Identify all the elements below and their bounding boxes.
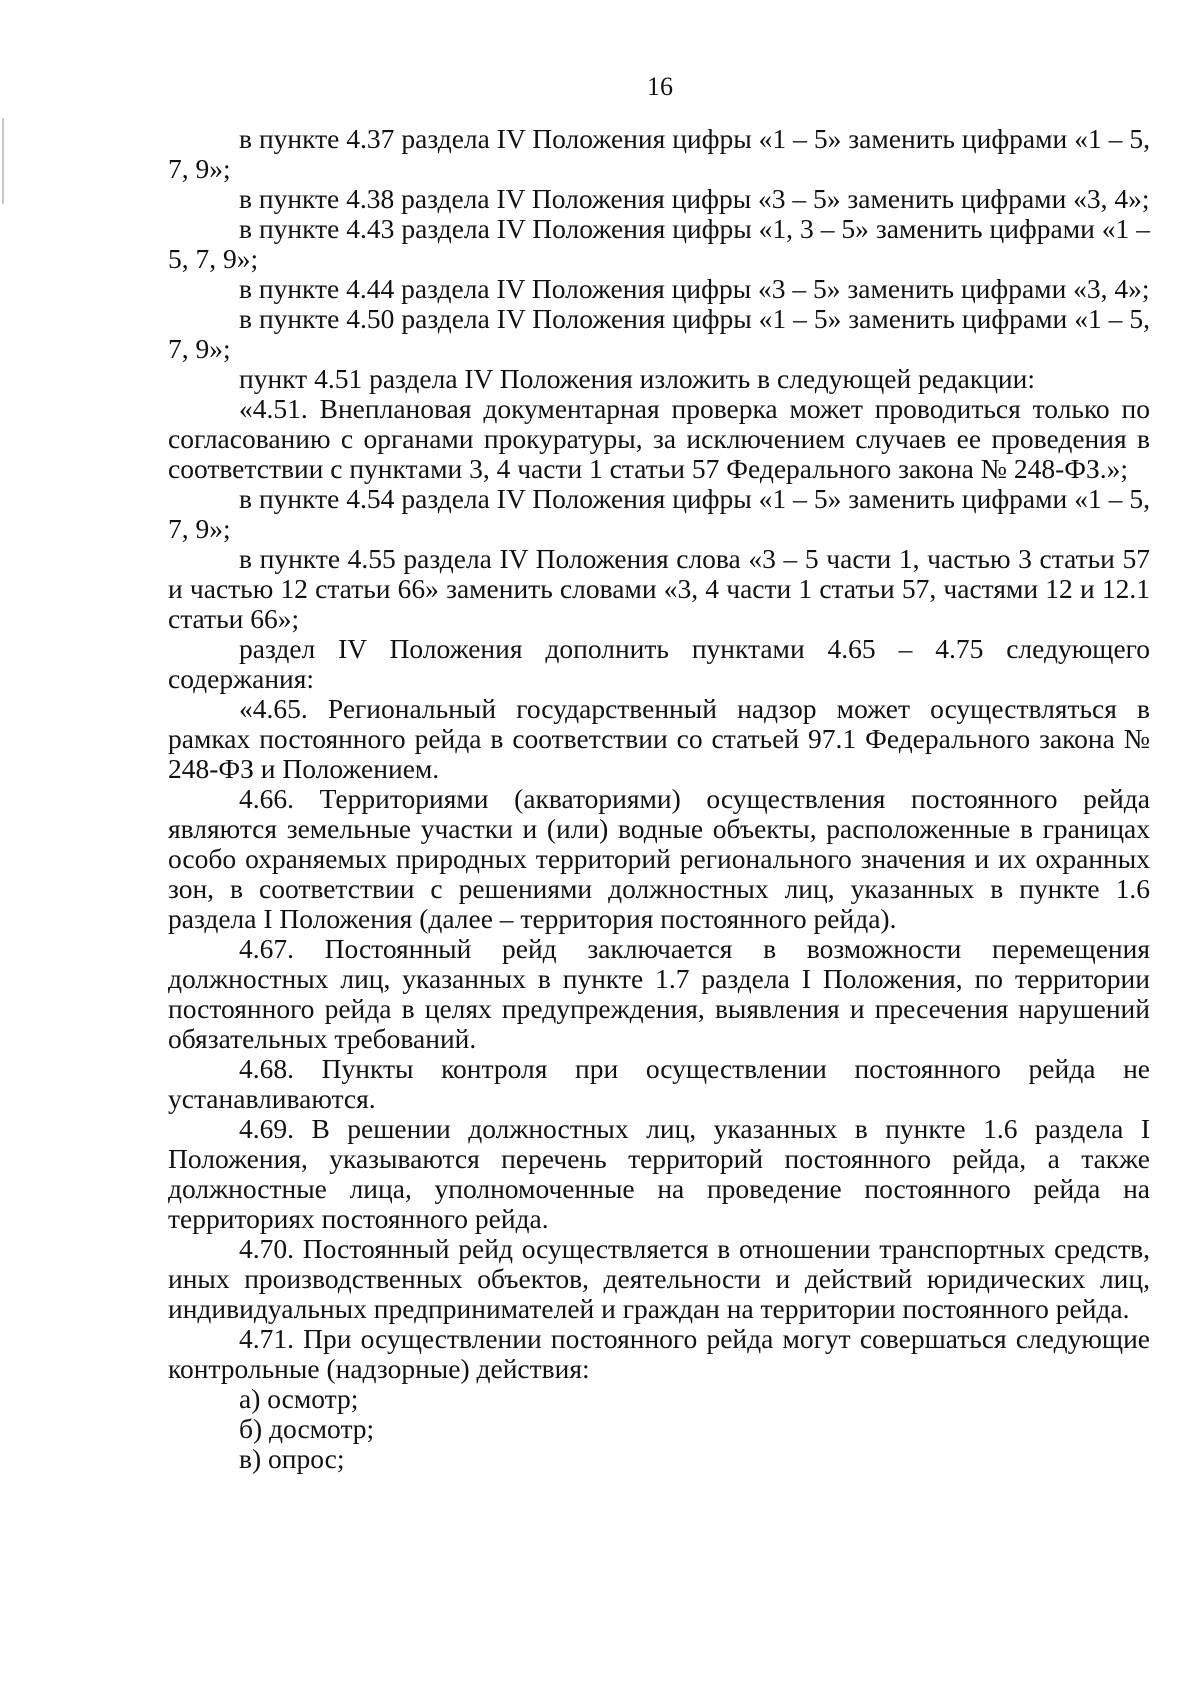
- paragraph-4-70: 4.70. Постоянный рейд осуществляется в отношении транспортных средств, иных производственных объектов, деятельности и действий юридических лиц, индивидуальных предпринимателей и граждан на территории постоянного рейда.: [168, 1233, 1150, 1324]
- list-item-b-search: б) досмотр;: [239, 1413, 375, 1444]
- scan-edge-mark: [2, 118, 4, 204]
- list-item-v-interview: в) опрос;: [239, 1443, 345, 1474]
- paragraph-4-50-amendment: в пункте 4.50 раздела IV Положения цифры «1 – 5» заменить цифрами «1 – 5, 7, 9»;: [168, 303, 1150, 364]
- document-body: [168, 124, 1150, 1474]
- list-item-a-inspection: а) осмотр;: [239, 1383, 359, 1414]
- paragraph-4-67: 4.67. Постоянный рейд заключается в возможности перемещения должностных лиц, указанных в пункте 1.7 раздела I Положения, по территории постоянного рейда в целях предупреждения, выявления и пресечения нарушений обязательных требований.: [168, 933, 1150, 1054]
- paragraph-section-iv-addition: раздел IV Положения дополнить пунктами 4.65 – 4.75 следующего содержания:: [168, 633, 1150, 694]
- paragraph-4-51-intro: пункт 4.51 раздела IV Положения изложить в следующей редакции:: [239, 363, 1035, 394]
- paragraph-4-65: «4.65. Региональный государственный надзор может осуществляться в рамках постоянного рейда в соответствии со статьей 97.1 Федерального закона № 248-ФЗ и Положением.: [168, 693, 1150, 784]
- paragraph-4-38-amendment: в пункте 4.38 раздела IV Положения цифры «3 – 5» заменить цифрами «3, 4»;: [239, 183, 1150, 214]
- paragraph-4-68: 4.68. Пункты контроля при осуществлении постоянного рейда не устанавливаются.: [168, 1053, 1150, 1114]
- paragraph-4-43-amendment: в пункте 4.43 раздела IV Положения цифры «1, 3 – 5» заменить цифрами «1 – 5, 7, 9»;: [168, 213, 1150, 274]
- paragraph-4-54-amendment: в пункте 4.54 раздела IV Положения цифры «1 – 5» заменить цифрами «1 – 5, 7, 9»;: [168, 483, 1150, 544]
- paragraph-4-51-text: «4.51. Внеплановая документарная проверка может проводиться только по согласованию с органами прокуратуры, за исключением случаев ее проведения в соответствии с пунктами 3, 4 части 1 статьи 57 Федерального закона № 248-ФЗ.»;: [168, 393, 1150, 484]
- paragraph-4-71: 4.71. При осуществлении постоянного рейда могут совершаться следующие контрольные (надзорные) действия:: [168, 1323, 1150, 1384]
- paragraph-4-37-amendment: в пункте 4.37 раздела IV Положения цифры «1 – 5» заменить цифрами «1 – 5, 7, 9»;: [168, 123, 1150, 184]
- paragraph-4-66: 4.66. Территориями (акваториями) осуществления постоянного рейда являются земельные участки и (или) водные объекты, расположенные в границах особо охраняемых природных территорий регионального значения и их охранных зон, в соответствии с решениями должностных лиц, указанных в пункте 1.6 раздела I Положения (далее – территория постоянного рейда).: [168, 783, 1150, 934]
- paragraph-4-55-amendment: в пункте 4.55 раздела IV Положения слова «3 – 5 части 1, частью 3 статьи 57 и частью 12 статьи 66» заменить словами «3, 4 части 1 статьи 57, частями 12 и 12.1 статьи 66»;: [168, 543, 1150, 634]
- paragraph-4-69: 4.69. В решении должностных лиц, указанных в пункте 1.6 раздела I Положения, указываются перечень территорий постоянного рейда, а также должностные лица, уполномоченные на проведение постоянного рейда на территориях постоянного рейда.: [168, 1113, 1150, 1234]
- page-number: 16: [647, 72, 673, 101]
- paragraph-4-44-amendment: в пункте 4.44 раздела IV Положения цифры «3 – 5» заменить цифрами «3, 4»;: [239, 273, 1150, 304]
